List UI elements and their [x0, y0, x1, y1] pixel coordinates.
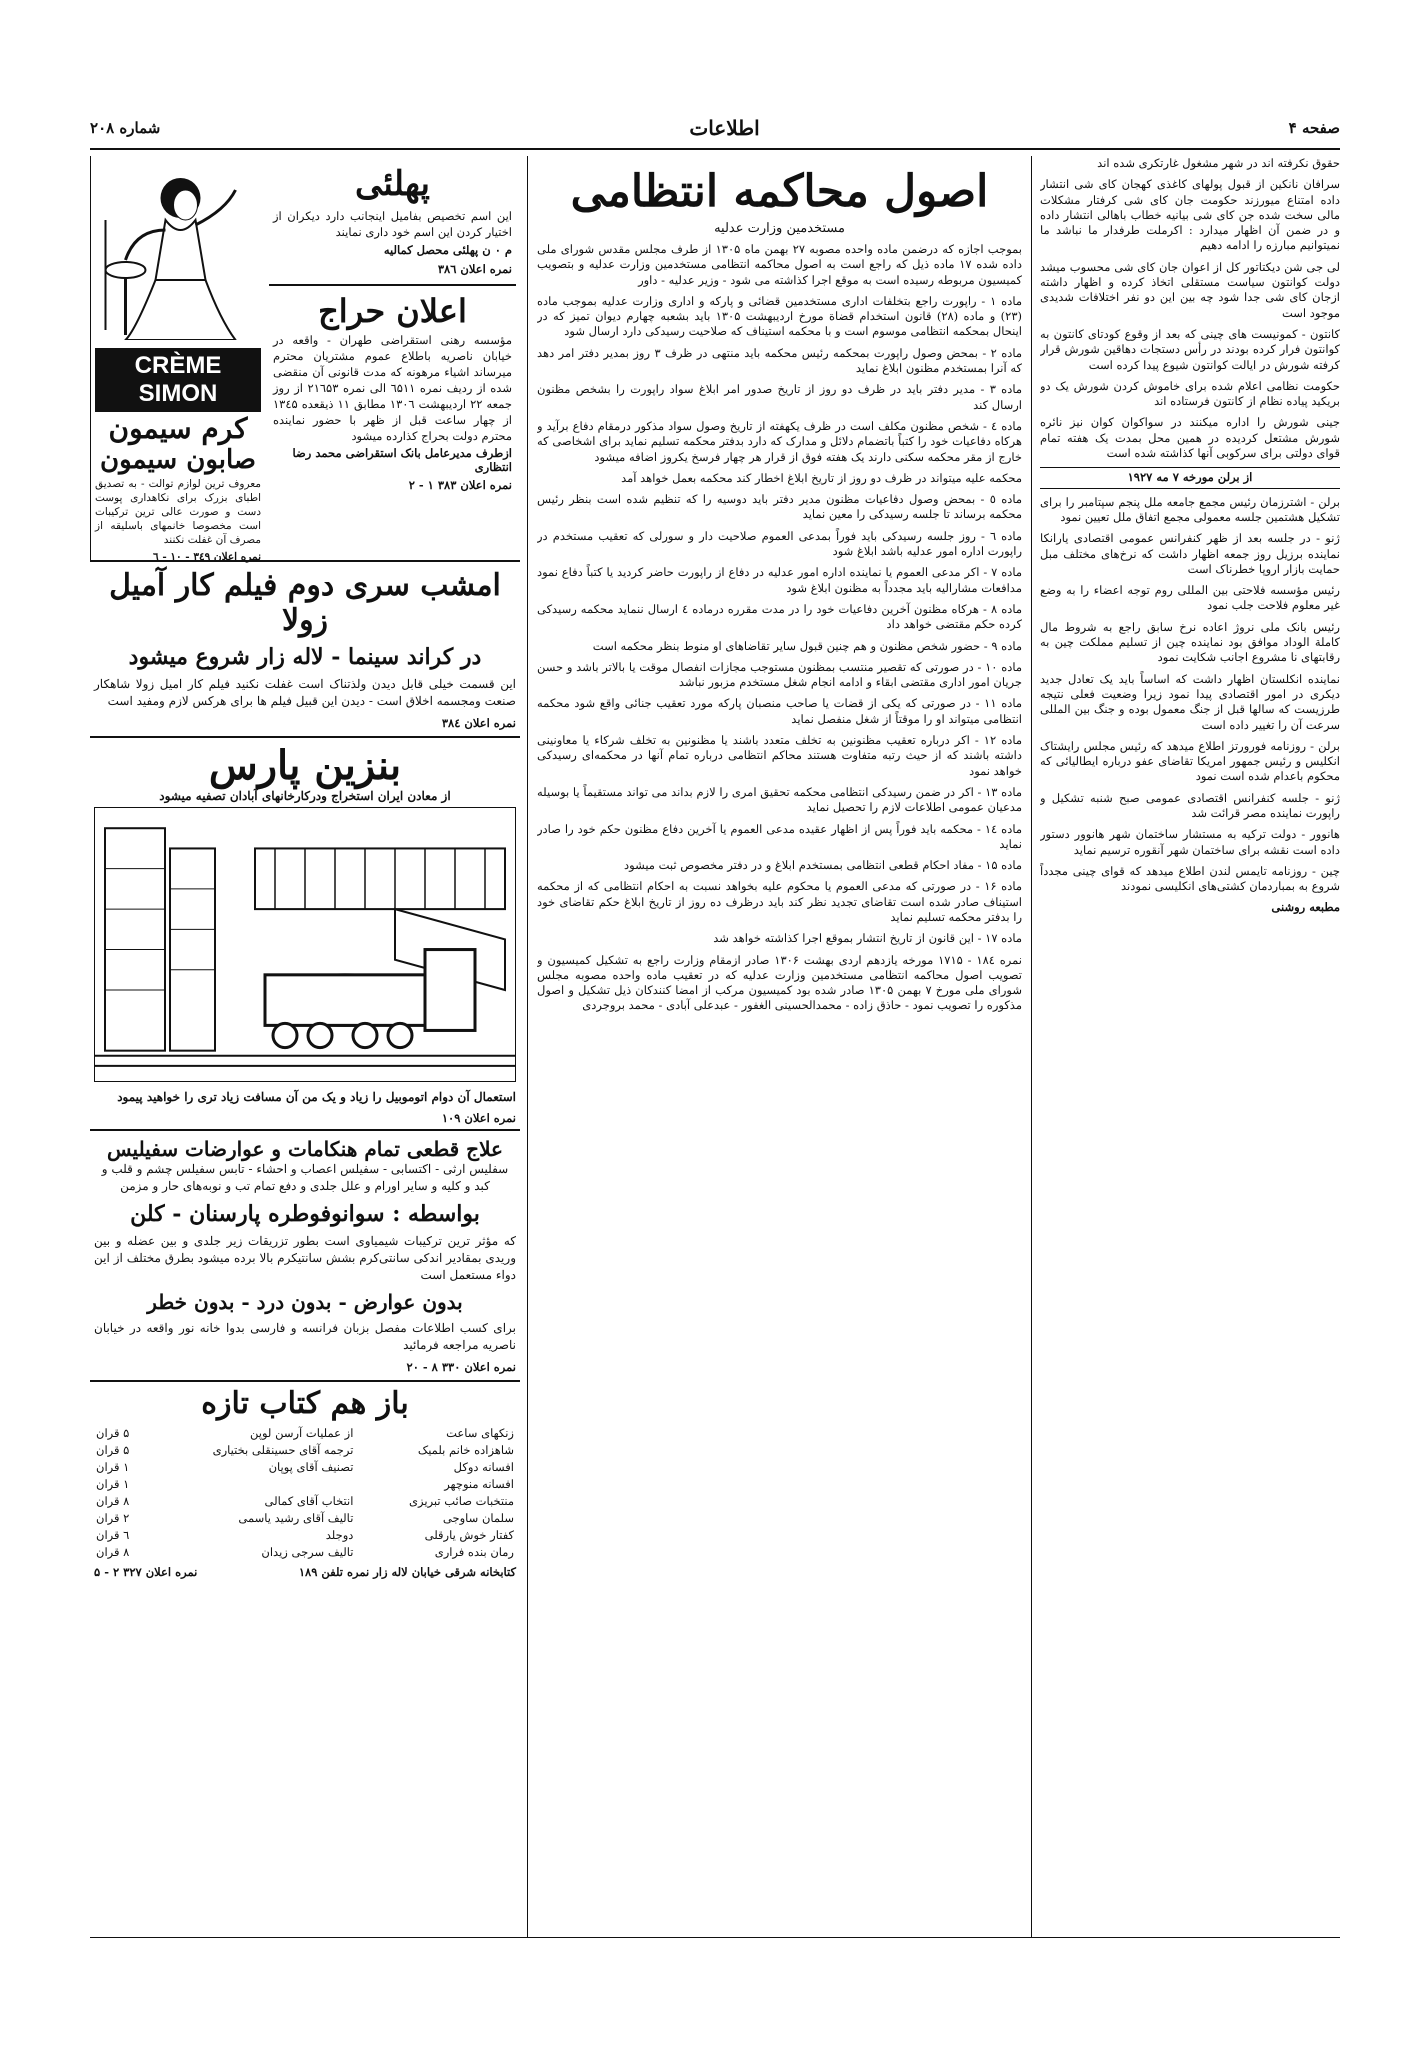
book-author: دوجلد [325, 1528, 354, 1543]
book-title: سلمان ساوجی [442, 1511, 514, 1526]
ad-elaj-sub: بواسطه : سوانوفوطره پارسنان - کلن [130, 1201, 480, 1228]
ad-auction-text: مؤسسه رهنی استقراضی طهران - واقعه در خیابان ناصریه باطلاع عموم مشتریان محترم میرساند اشیاء مرهونه که مدت قانونی آن منقضی شده از ردیف نمره ٦۵۱۱ الی نمره ۲۱٦۵۳ از روز جمعه ۲۲ اردیبهشت ۱۳۰٦ مطابق ۱۱ ذیقعده ۱۳٤۵ از چهار ساعت قبل از ظهر با حضور نماینده محترم دولت بحراج کذارده میشود [273, 333, 512, 443]
ads-column [90, 156, 520, 1938]
news-paragraph: سرافان نانکین از قبول پولهای کاغذی کهجان کای شی انتشار داده امتناع میورزند حکومت جان کای شی کرفتار مشکلات مالی سخت شده جن کای شی بیانیه خطاب باهالی انتشار داده و در ضمن آن اظهار میدارد : اکرملت طرفدار ما نباشد ما نمیتوانیم مبارزه را ادامه دهیم [1040, 177, 1340, 253]
book-row [94, 1476, 516, 1493]
top-ads-row [90, 156, 520, 562]
article-paragraph: ماده ۱ - راپورت راجع بتخلفات اداری مستخدمین قضائی و پارکه و اداری وزارت عدلیه بموجب ماده (۲۳) و ماده (۲۸) قانون استخدام قضاة مورخ اردیبهشت ۱۳۰۵ باید بشعبه چهارم دیوان تمیز که در اینحال بمحکمه انتظامی موسوم است و با محکمه استیناف که صلاحیت رسیدکی دارد ارسال شود [537, 293, 1022, 339]
books-footer [94, 1565, 516, 1579]
book-list [94, 1425, 516, 1561]
newspaper-name: اطلاعات [689, 116, 760, 140]
article-title: اصول محاکمه انتظامی [570, 166, 989, 217]
ad-benzin-text: استعمال آن دوام اتوموبیل را زیاد و یک من آن مسافت زیاد تری را خواهید پیمود [117, 1090, 516, 1104]
news-paragraph: لی جی شن دیکتاتور کل از اعوان جان کای شی محسوب میشد دولت کوانتون سیاست مستقلی اتخاذ کرده و اظهار داشته ازجان کای شی جدا شود چه بین این دو نفر اختلافات شدیدی موجود است [1040, 259, 1340, 320]
news-paragraph: چین - روزنامه تایمس لندن اطلاع میدهد که قوای چینی مجدداً شروع به بمباردمان کشتی‌های انکلیسی نمودند [1040, 863, 1340, 894]
news-paragraph: برلن - اشترزمان رئیس مجمع جامعه ملل پنجم سپتامبر را برای تشکیل هشتمین جلسه معمولی مجمع اتفاق ملل تعیین نمود [1040, 494, 1340, 524]
book-author [142, 1476, 355, 1493]
page-number: صفحه ۴ [1288, 119, 1340, 137]
ad-number: نمره اعلان ۱۰۹ [441, 1111, 516, 1126]
article-paragraph: ماده ۱۲ - اکر درباره تعقیب مظنونین به تخلف متعدد باشند یا مظنونین به تخلف شرکاء یا معاونینی داشته باشند که از حیث رتبه متفاوت هستند محاکم انتظامی درباره تمام آنها در محکمه‌ای رسیدکی خواهد نمود [537, 733, 1022, 778]
page-header [90, 108, 1340, 150]
book-row [94, 1527, 516, 1544]
ad-number: نمره اعلان ۳٤۹ - ۱۰ - ٦ [153, 551, 261, 563]
ad-number: نمره اعلان ۳۳۰ ۸ - ۲۰ [406, 1360, 516, 1375]
article-paragraph: ماده ۱۵ - مفاد احکام قطعی انتظامی بمستخدم ابلاغ و در دفتر مخصوص ثبت میشود [624, 858, 1022, 873]
article-paragraph: ماده ۲ - بمحض وصول راپورت بمحکمه رئیس محکمه باید منتهی در ظرف ۳ روز بمدیر دفتر امر دهد که آنرا بمستخدم مظنون ابلاغ نماید [537, 345, 1022, 376]
ad-auction-title: اعلان حراج [318, 292, 467, 330]
article-paragraph: ماده ٥ - بمحض وصول دفاعیات مظنون مدیر دفتر باید دوسیه را که تنظیم شده است بنظر رئیس محکمه برساند تا جلسه رسیدکی را معین نماید [537, 492, 1022, 522]
article-paragraph: ماده ۳ - مدیر دفتر باید در ظرف دو روز از تاریخ صدور امر ابلاغ سواد راپورت را بشخص مظنون ارسال کند [537, 382, 1022, 412]
ad-new-books [90, 1382, 520, 1583]
news-paragraph: کانتون - کمونیست های چینی که بعد از وقوع کودتای کانتون به کوانتون فرار کرده بودند در رأس دستجات دهاقین شورش قرار کرفته شورش در ایالت کوانتون شیوع پیدا کرده است [1040, 326, 1340, 372]
brand-fa-creme: کرم سیمون [108, 412, 248, 445]
article-paragraph: ماده ۹ - حضور شخص مظنون و هم چنین قبول سایر تقاضاهای او منوط بنظر محکمه است [592, 638, 1022, 653]
page-bottom-rule [90, 1937, 1340, 1938]
book-title: افسانه دوکل [453, 1460, 514, 1475]
book-price: ۵ قران [96, 1443, 130, 1458]
book-title: منتخبات صائب تبریزی [409, 1494, 514, 1509]
ad-elaj-title: علاج قطعی تمام هنکامات و عوارضات سفیلیس [107, 1137, 503, 1162]
article-subtitle: مستخدمین وزارت عدلیه [714, 221, 845, 236]
news-paragraph: حقوق نکرفته اند در شهر مشغول غارتکری شده اند [1097, 156, 1340, 170]
book-price: ٦ قران [96, 1528, 130, 1543]
ad-pahlavi-title: پهلئی [355, 164, 430, 204]
book-row [94, 1442, 516, 1459]
news-paragraph: نماینده انکلستان اظهار داشت که اساساً باید یک تعادل جدید دیکری در امور اقتصادی پیدا نمود زیرا وضعیت فعلی نتیجه طرزیست که سالها قبل از جنگ معمول بوده و جنگ بین المللی سرعت آن را تغییر داده است [1040, 671, 1340, 732]
book-author: تالیف آقای رشید یاسمی [238, 1511, 354, 1526]
article-column [537, 156, 1022, 1938]
news-paragraph: ژنو - در جلسه بعد از ظهر کنفرانس عمومی اقتصادی یارانکا نماینده برزیل روز جمعه اظهار داشت که نرخ‌های مختلف مبل حمایت بازار اروپا خطرناک است [1040, 531, 1340, 576]
article-paragraph: بموجب اجازه که درضمن ماده واحده مصوبه ۲۷ بهمن ماه ۱۳۰۵ از طرف مجلس مقدس شورای ملی داده شده ۱۷ ماده ذیل که راجع است به اصول محاکمه انتظامی مستخدمین وزارت عدلیه و بتصویب کمیسیون مربوطه رسیده است به موقع اجرا کذاشته می شود - وزیر عدلیه - داور [537, 242, 1022, 287]
ad-elaj-text1: سفلیس ارثی - اکتسابی - سفیلس اعصاب و احشاء - تابس سفیلس چشم و قلب و کبد و کلیه و سایر اورام و علل جلدی و دفع تمام تب و نوبه‌های حار و مزمن [101, 1162, 509, 1194]
news-paragraph: هانوور - دولت ترکیه به مستشار ساختمان شهر هانوور دستور داده است نقشه برای ساختمان شهر آنقوره ترسیم نماید [1040, 827, 1340, 857]
article-paragraph: ماده ۱۷ - این قانون از تاریخ انتشار بموقع اجرا کذاشته خواهد شد [713, 931, 1022, 946]
book-author: ترجمه آقای حسینقلی بختیاری [212, 1443, 354, 1458]
ad-auction-sign: ازطرف مدیرعامل بانک استقراضی محمد رضا انتظاری [292, 446, 512, 474]
refinery-illustration [94, 807, 516, 1082]
ad-syphilis-treatment [90, 1131, 520, 1382]
book-title: رمان بنده فراری [434, 1545, 514, 1560]
article-paragraph: ماده ۸ - هرکاه مظنون آخرین دفاعیات خود را در مدت مقرره درماده ٤ ارسال ننماید محکمه رسیدکی کرده حکم مقتضی خواهد داد [537, 601, 1022, 632]
book-row [94, 1510, 516, 1527]
article-paragraph: محکمه علیه میتواند در ظرف دو روز از تاریخ ابلاغ اخطار کند محکمه بعمل خواهد آمد [621, 470, 1022, 485]
issue-number: شماره ۲۰۸ [90, 119, 161, 137]
article-paragraph: نمره ۱۸٤ - ۱۷۱۵ مورخه یازدهم اردی بهشت ۱۳۰۶ صادر ازمقام وزارت راجع به تشکیل کمیسیون و تصویب اصول محاکمه انتظامی مستخدمین وزارت عدلیه که در تعقیب ماده واحده مصوبه مجلس شورای ملی مورخ ۷ بهمن ۱۳۰۵ صادر شده بود کمیسیون مرکب از امضا کنندکان ذیل تشکیل و اصول مذکوره را تصویب نمود - حاذق زاده - محمدالحسینی الغفور - عبدعلی آبادی - محمد بروجردی [537, 952, 1022, 1013]
book-row [94, 1459, 516, 1476]
ad-pahlavi-signer: م ٠ ن پهلئی محصل کمالیه [383, 243, 512, 257]
news-paragraph: ژنو - جلسه کنفرانس اقتصادی عمومی صبح شنبه تشکیل و راپورت نماینده مصر قرائت شد [1040, 790, 1340, 820]
news-column [1040, 156, 1340, 1938]
article-paragraph: ماده ٦ - روز جلسه رسیدکی باید فوراً بمدعی العموم صلاحیت دار و سورلی که تعقیب مستخدم در راپورت اداره امور عدلیه باشد ابلاغ شود [537, 528, 1022, 559]
ad-benzin-pars [90, 738, 520, 1131]
newspaper-page [90, 108, 1340, 1938]
book-price: ۲ قران [96, 1511, 130, 1526]
ad-benzin-title: بنزین پارس [208, 742, 402, 789]
ad-cinema-title: امشب سری دوم فیلم کار آمیل زولا [109, 568, 501, 638]
text-ads [265, 156, 520, 560]
ad-books-title: باز هم کتاب تازه [201, 1386, 409, 1422]
book-price: ۸ قران [96, 1545, 130, 1560]
book-row [94, 1544, 516, 1561]
brand-latin: CRÈME SIMON [95, 348, 261, 412]
ad-benzin-sub: از معادن ایران استخراج ودرکارخانهای آبادان تصفیه میشود [159, 789, 451, 803]
ad-elaj-text2: که مؤثر ترین ترکیبات شیمیاوی است بطور تزریقات زیر جلدی و بین عضله و بین وریدی بمقادیر اندکی سانتی‌کرم بشش سانتیکرم بالا برده میشود بطرق مختلف از این دواء مستعمل است [94, 1234, 516, 1283]
book-author: انتخاب آقای کمالی [264, 1494, 354, 1509]
dateline: از برلن مورخه ۷ مه ۱۹۲۷ [1040, 467, 1340, 488]
column-rule [527, 156, 528, 1938]
article-paragraph: ماده ٤ - شخص مظنون مکلف است در ظرف یکهفته از تاریخ وصول سواد مذکور درمقام دفاع برآید و هرکاه دفاعیات خود را کتباً باتضمام دلائل و مدارک که دارد بدفتر محکمه تسلیم نماید برای اشخاصی که خارج از مقر محکمه سکنی دارند یک هفته فوق از قرار هر چهار فرسخ یکروز اضافه میشود [537, 418, 1022, 464]
book-row [94, 1493, 516, 1510]
ad-cinema-text: این قسمت خیلی قابل دیدن ولذتناک است غفلت نکنید فیلم کار امیل زولا شاهکار صنعت ومجسمه اخلاق است - دیدن این قبیل فیلم ها برای هرکس لازم ومفید است [94, 677, 517, 708]
printer-name: مطبعه روشنی [1271, 900, 1340, 915]
news-paragraph: حکومت نظامی اعلام شده برای خاموش کردن شورش یک دو بریکید پیاده نظام از کانتون فرستاده اند [1040, 378, 1340, 409]
article-paragraph: ماده ۱٤ - محکمه باید فوراً پس از اظهار عقیده مدعی العموم یا آخرین دفاع مظنون حکم خود را صادر نماید [537, 821, 1022, 851]
news-paragraph: رئیس مؤسسه فلاحتی بین المللی روم توجه اعضاء را به وضع غیر معلوم فلاحت جلب نمود [1040, 583, 1340, 613]
book-title: کفتار خوش یارقلی [424, 1528, 514, 1543]
book-price: ۱ قران [96, 1477, 130, 1492]
book-title: زنکهای ساعت [446, 1426, 514, 1441]
bookshop-name: کتابخانه شرقی خیابان لاله زار نمره تلفن ۱۸۹ [298, 1565, 516, 1580]
article-paragraph: ماده ۱۶ - در صورتی که مدعی العموم یا محکوم علیه بخواهد نسبت به احکام انتظامی که از محکمه استیناف صادر شده است تقاضای تجدید نظر کند باید درظرف ده روز از تاریخ ابلاغ حکم تقاضای خود را بدفتر محکمه تسلیم نماید [537, 879, 1022, 924]
book-title: شاهزاده خانم بلمیک [417, 1443, 514, 1458]
ad-number: نمره اعلان ۳۲۷ ۲ - ۵ [94, 1565, 198, 1580]
article-paragraph: ماده ۷ - اکر مدعی العموم یا نماینده اداره امور عدلیه در دفاع از راپورت حاضر کردید یا کتباً دفاع نمود مدافعات مشارالیه باید مجدداً به مظنون ابلاغ شود [537, 565, 1022, 595]
book-price: ۵ قران [96, 1426, 130, 1441]
book-row [94, 1425, 516, 1442]
news-paragraph: جینی شورش را اداره میکنند در سواکوان کوان نیز نائره شورش مشتعل کردیده در همین محل بمدت یک هفته تمام قوای دولتی برای سرکوبی آنها کذاشته شده است [1040, 415, 1340, 461]
column-rule [1031, 156, 1032, 1938]
ad-creme-text: معروف ترین لوازم توالت - به تصدیق اطبای بزرک برای نکاهداری پوست دست و صورت عالی ترین ترکیبات است مخصوصا خانمهای باسلیقه از مصرف آن غفلت نکنند [95, 478, 261, 546]
woman-illustration [95, 160, 261, 340]
ad-elaj-slogan: بدون عوارض - بدون درد - بدون خطر [147, 1290, 463, 1315]
article-paragraph: ماده ۱۳ - اکر در ضمن رسیدکی انتظامی محکمه تحقیق امری را لازم بداند می تواند مستقیماً یا بوسیله مدعیان عمومی اطلاعات لازم را تحصیل نماید [537, 784, 1022, 815]
article-paragraph: ماده ۱۱ - در صورتی که یکی از قضات یا صاحب منصبان پارکه مورد تعقیب جنائی واقع شود محکمه انتظامی میتواند او را موقتاً از شغل منفصل نماید [537, 696, 1022, 726]
ad-number: نمره اعلان ۳۸٦ [437, 262, 512, 276]
ad-creme-simon [90, 156, 265, 563]
ad-elaj-text3: برای کسب اطلاعات مفصل بزبان فرانسه و فارسی بدوا خانه نور واقعه در خیابان ناصریه مراجعه فرمائید [94, 1321, 516, 1353]
brand-fa-soap: صابون سیمون [100, 445, 256, 475]
book-price: ۱ قران [96, 1460, 130, 1475]
book-price: ۸ قران [96, 1494, 130, 1509]
ad-cinema-sub: در کراند سینما - لاله زار شروع میشود [128, 644, 482, 670]
book-author: از عملیات آرسن لوپن [250, 1426, 354, 1441]
ad-pahlavi [269, 164, 516, 286]
article-paragraph: ماده ۱۰ - در صورتی که تقصیر منتسب بمظنون مستوجب مجازات انفصال موقت یا بالاتر باشد و حسن جریان امور اداری مقتضی ابقاء و ادامه انجام شغل مستخدم مزبور نباشد [537, 659, 1022, 690]
book-author: تالیف سرجی زیدان [261, 1545, 354, 1560]
news-paragraph: برلن - روزنامه فورورتز اطلاع میدهد که رئیس مجلس رایشتاک انکلیس و رئیس جمهور امریکا تقاضای عفو درباره ایطالیائی که محکوم باعدام شده است نمود [1040, 738, 1340, 784]
book-author: تصنیف آقای پوپان [268, 1460, 354, 1475]
ad-number: نمره اعلان ۳۸٤ [441, 716, 516, 730]
ad-pahlavi-text: این اسم تخصیص بفامیل اینجانب دارد دیکران از اختیار کردن این اسم خود داری نمایند [273, 209, 512, 239]
ad-number: نمره اعلان ۳۸۳ ۱ - ۲ [408, 478, 512, 492]
book-title: افسانه منوچهر [444, 1477, 514, 1492]
ad-auction [269, 286, 516, 496]
news-paragraph: رئیس بانک ملی نروژ اعاده نرخ سابق راجع به شروط مال کاملة الوداد موافق بود نماینده چین از تسلیم مملکت چین به رقابتهای نا مشروع اجانب شکایت نمود [1040, 619, 1340, 665]
ad-cinema [90, 562, 520, 738]
